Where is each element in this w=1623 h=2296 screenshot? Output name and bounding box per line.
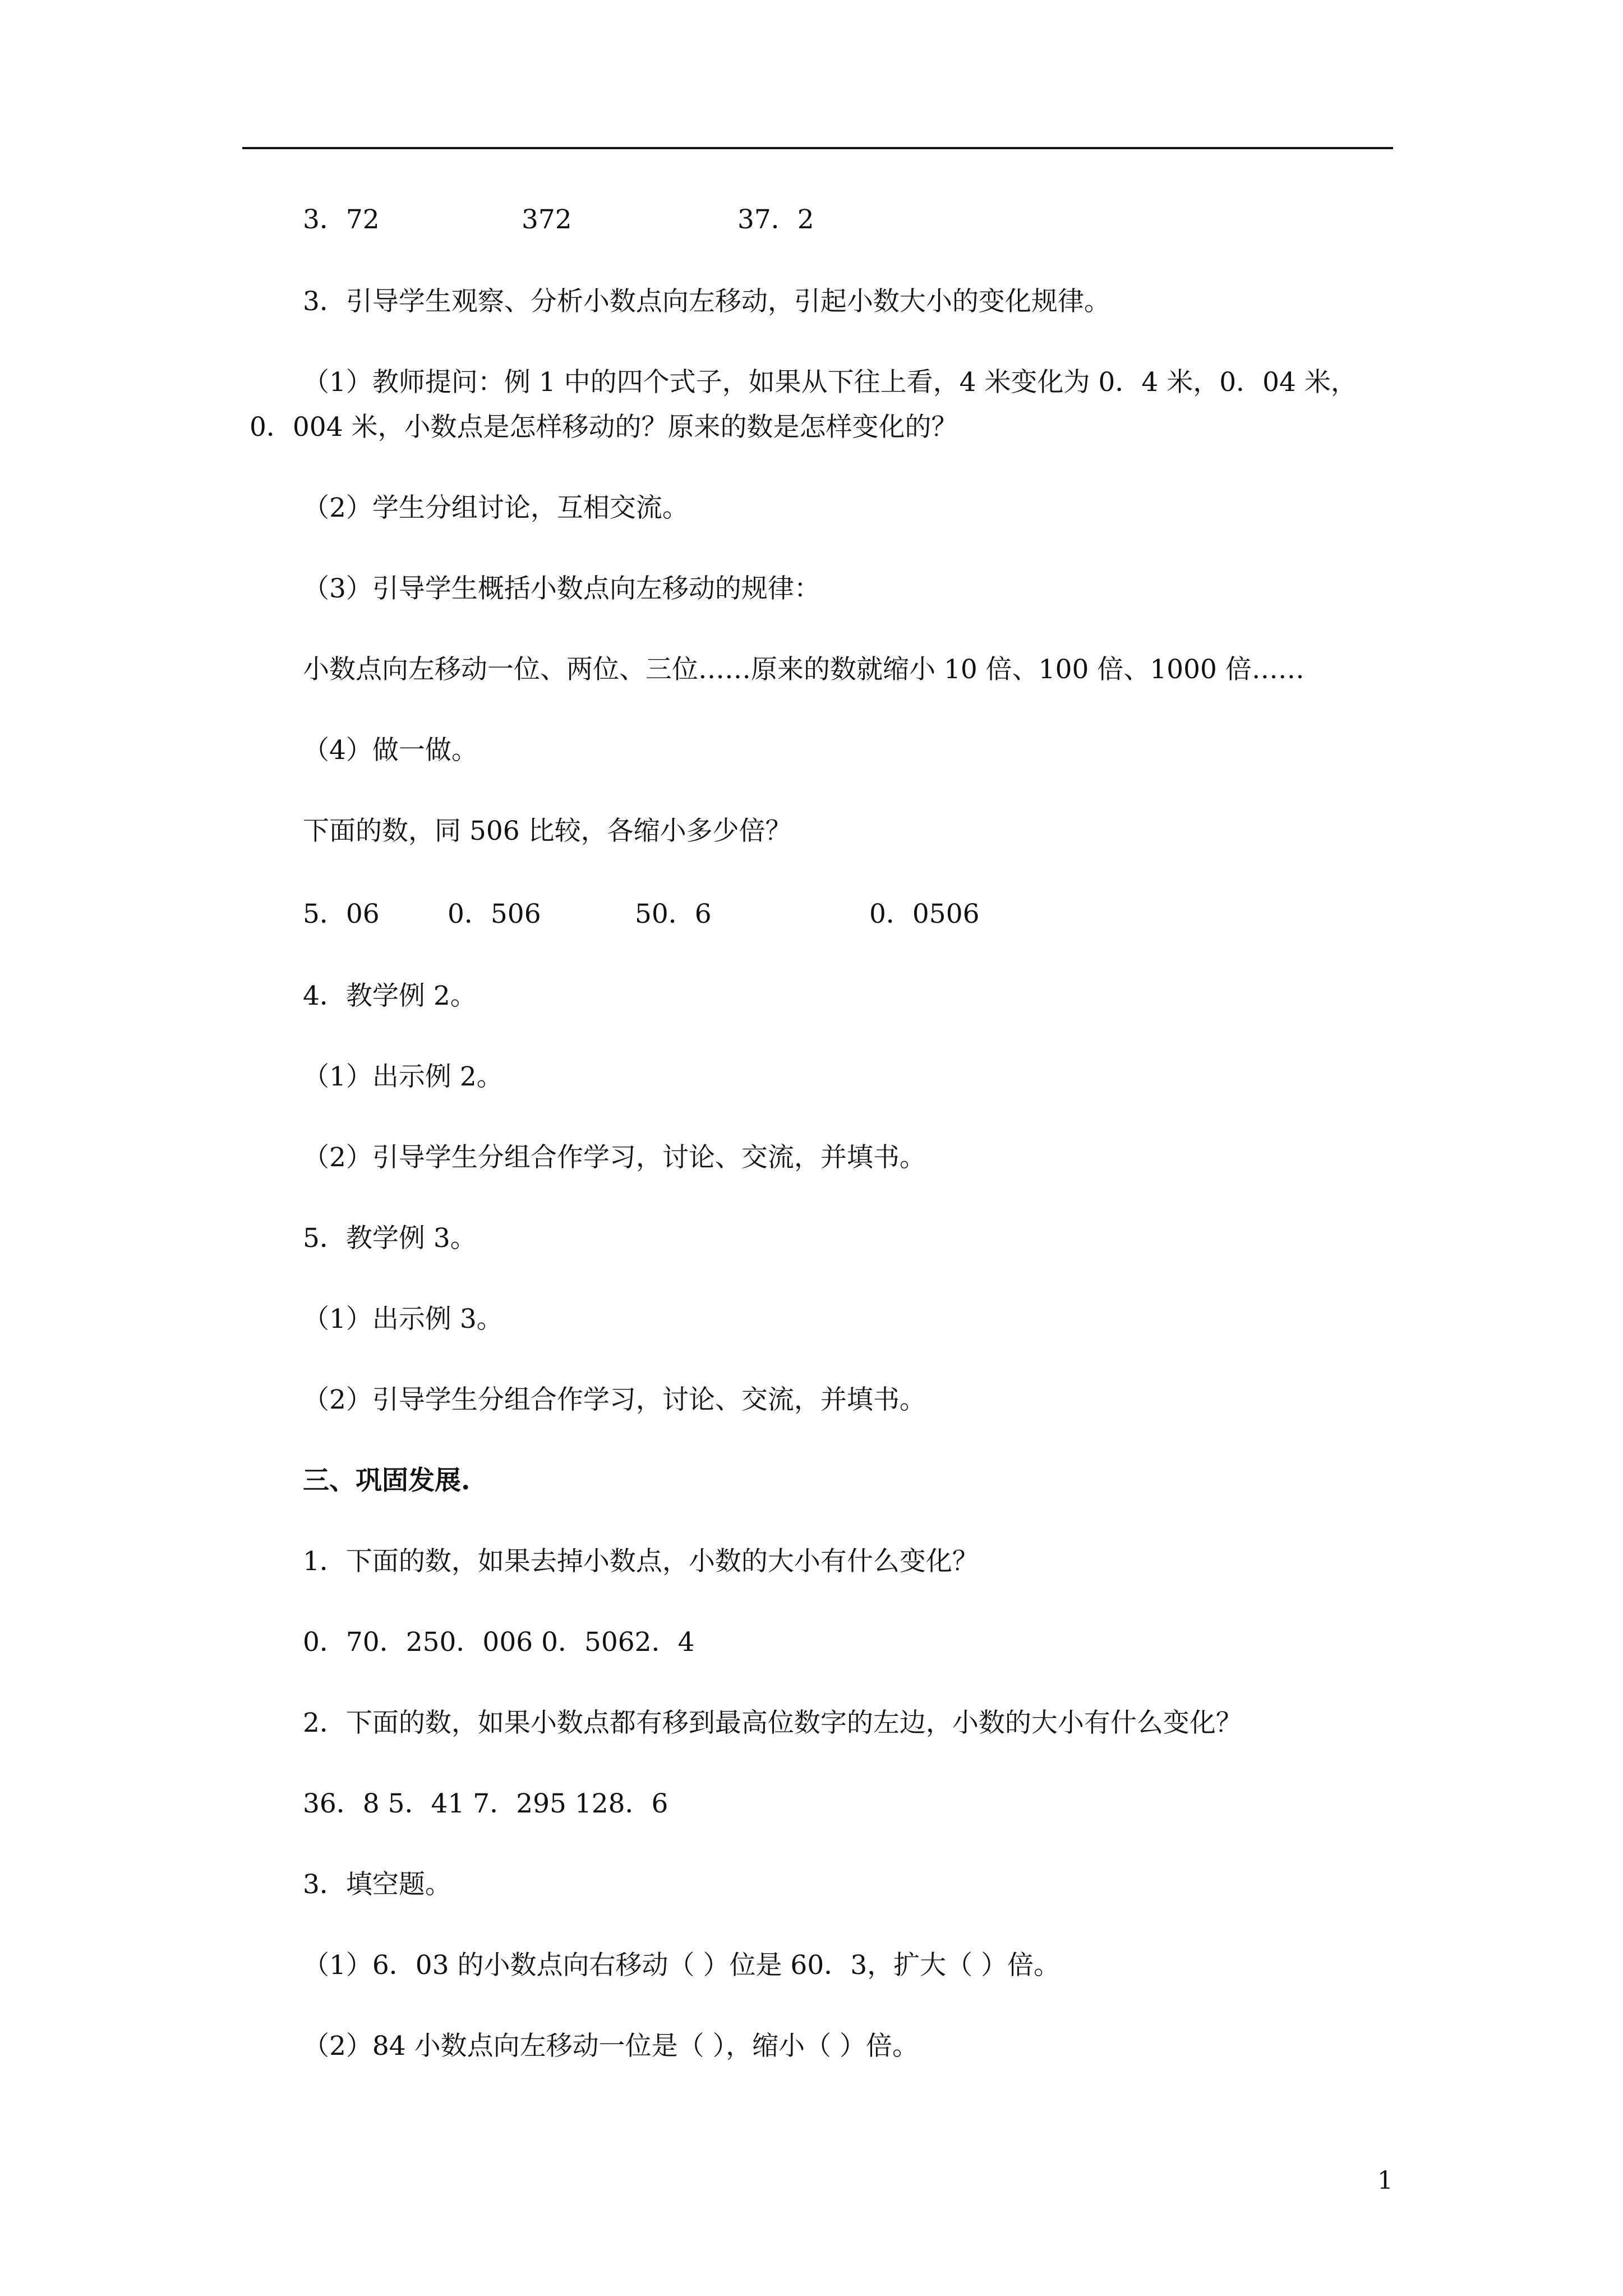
paragraph: （4）做一做。 <box>303 735 478 766</box>
paragraph: 36．8 5．41 7．295 128．6 <box>303 1788 668 1819</box>
paragraph: 4．教学例 2。 <box>303 981 477 1011</box>
header-rule <box>242 147 1393 149</box>
number: 0．0506 <box>869 899 980 930</box>
paragraph: （1）出示例 2。 <box>303 1061 503 1092</box>
number: 0．506 <box>448 899 541 930</box>
number: 37．2 <box>737 204 814 235</box>
paragraph: 1．下面的数，如果去掉小数点，小数的大小有什么变化？ <box>303 1546 979 1577</box>
paragraph: 3．引导学生观察、分析小数点向左移动，引起小数大小的变化规律。 <box>303 286 1110 317</box>
paragraph: 下面的数，同 506 比较，各缩小多少倍？ <box>303 816 792 846</box>
number-row-1 <box>303 203 976 237</box>
section-heading: 三、巩固发展. <box>303 1465 471 1496</box>
paragraph: 0．70．250．006 0．5062．4 <box>303 1627 695 1658</box>
number: 50．6 <box>635 899 712 930</box>
paragraph: （1）教师提问：例 1 中的四个式子，如果从下往上看，4 米变化为 0．4 米，0．04 米， <box>303 367 1357 398</box>
paragraph: （1）出示例 3。 <box>303 1304 503 1335</box>
paragraph: （3）引导学生概括小数点向左移动的规律： <box>303 573 820 604</box>
paragraph: （2）学生分组讨论，互相交流。 <box>303 493 689 523</box>
paragraph: （2）引导学生分组合作学习，讨论、交流，并填书。 <box>303 1142 926 1173</box>
number: 372 <box>522 204 572 235</box>
number: 5．06 <box>303 899 380 930</box>
paragraph: 2．下面的数，如果小数点都有移到最高位数字的左边，小数的大小有什么变化？ <box>303 1708 1242 1738</box>
paragraph: 0．004 米，小数点是怎样移动的？原来的数是怎样变化的？ <box>250 412 958 443</box>
paragraph: 3．填空题。 <box>303 1869 451 1900</box>
paragraph: （2）引导学生分组合作学习，讨论、交流，并填书。 <box>303 1384 926 1415</box>
paragraph: 5．教学例 3。 <box>303 1223 477 1254</box>
paragraph: 小数点向左移动一位、两位、三位……原来的数就缩小 10 倍、100 倍、1000 倍…… <box>303 654 1304 685</box>
number: 3．72 <box>303 204 380 235</box>
page-number: 1 <box>1377 2166 1393 2195</box>
paragraph: （2）84 小数点向左移动一位是（ ），缩小（ ）倍。 <box>303 2031 919 2062</box>
paragraph: （1）6．03 的小数点向右移动（ ）位是 60．3，扩大（ ）倍。 <box>303 1950 1061 1981</box>
number-row-2 <box>303 898 1032 931</box>
